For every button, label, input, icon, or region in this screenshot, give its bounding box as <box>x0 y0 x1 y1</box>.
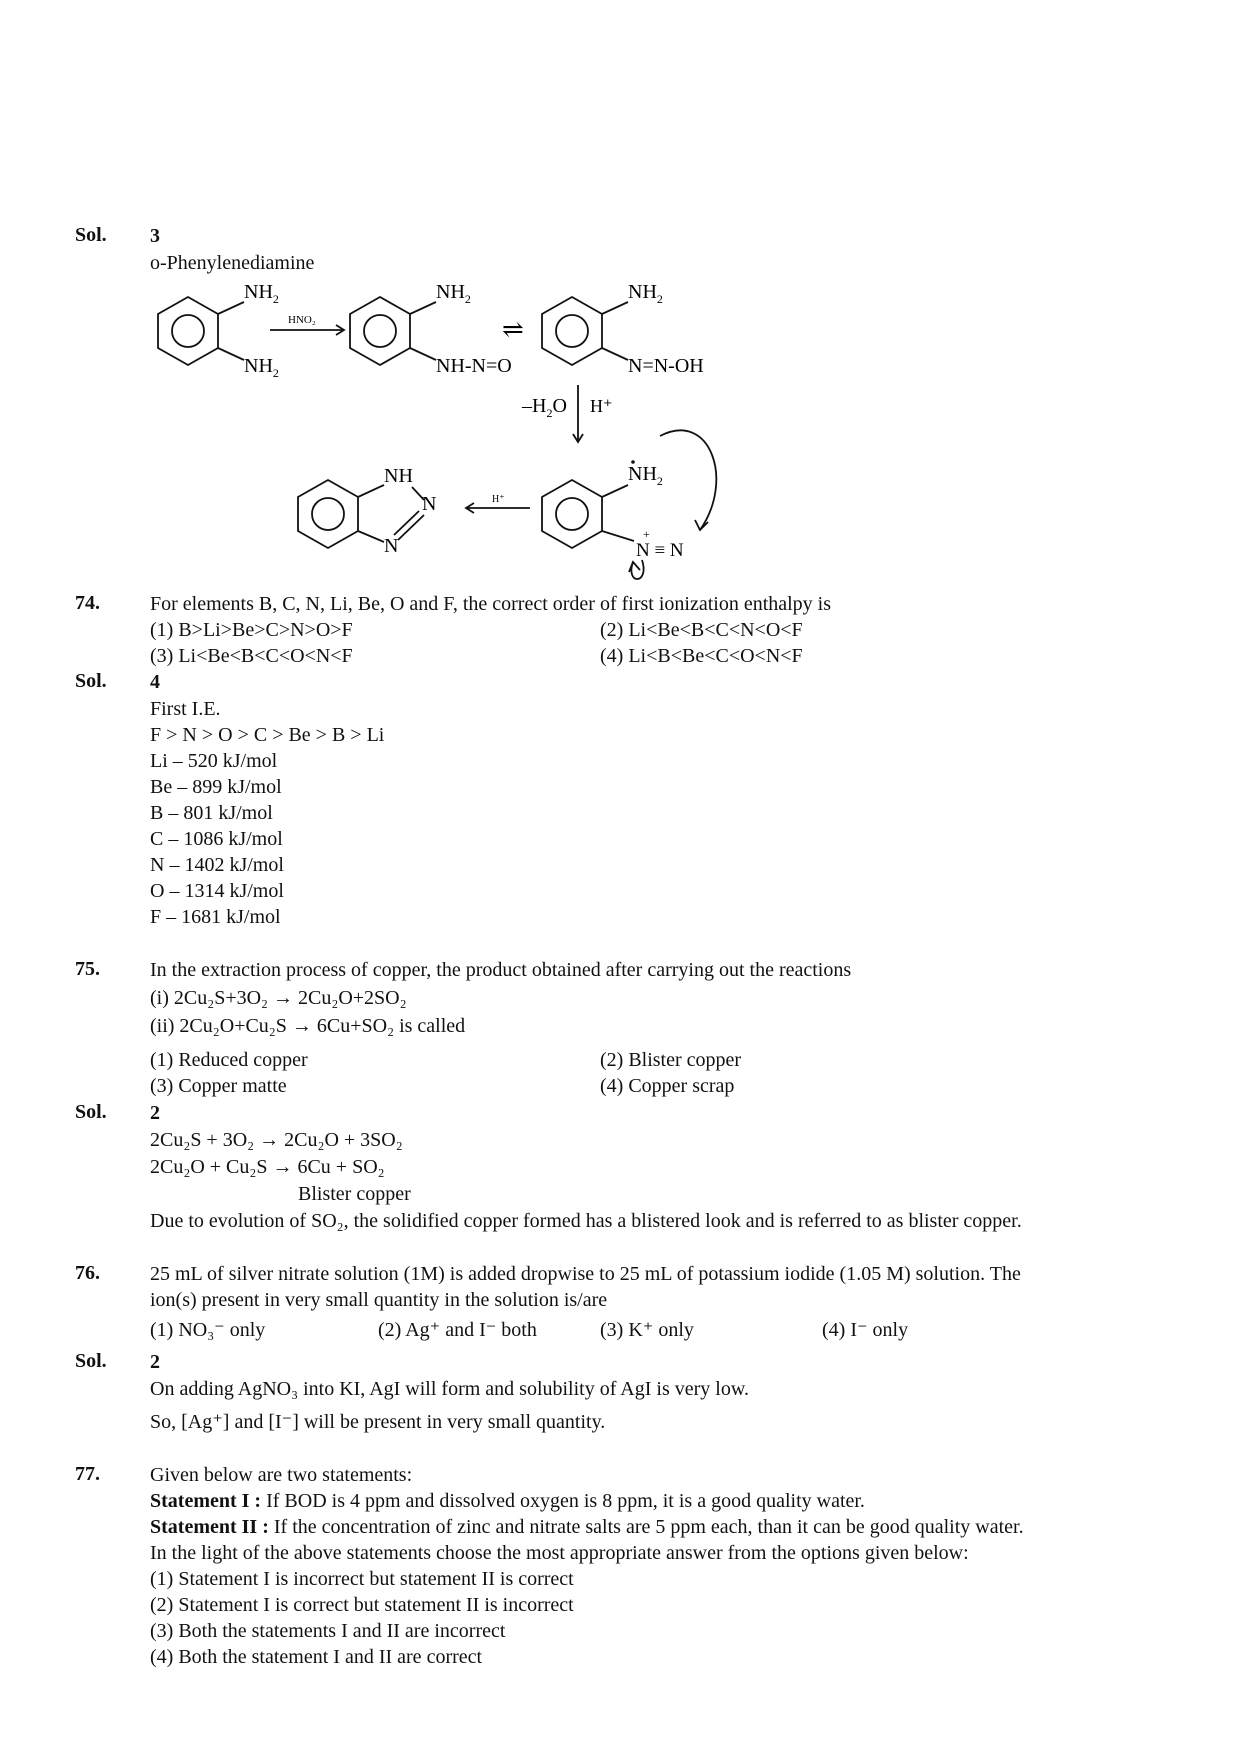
solution-line: Li – 520 kJ/mol <box>150 750 278 772</box>
diazonium-group: N ≡ N <box>636 540 684 561</box>
answer: 2 <box>150 1102 160 1124</box>
option-2: (2) Ag⁺ and I⁻ both <box>378 1319 537 1341</box>
solution-reaction-2: 2Cu₂O + Cu₂S → 6Cu + SO₂ <box>150 1156 385 1178</box>
solution-line: C – 1086 kJ/mol <box>150 828 283 850</box>
statement-2-label: Statement II : <box>150 1516 269 1538</box>
svg-text:–H2O: $-H_2O$ <box>522 395 567 420</box>
compound-name: o-Phenylenediamine <box>150 252 315 274</box>
product-label: Blister copper <box>298 1183 411 1205</box>
sol-label: Sol. <box>75 670 107 692</box>
option-4: (4) I⁻ only <box>822 1319 909 1341</box>
benzene-ring-3 <box>542 297 602 365</box>
solution-line: F – 1681 kJ/mol <box>150 906 281 928</box>
option-4: (4) Both the statement I and II are correct <box>150 1646 483 1668</box>
explanation: Due to evolution of SO₂, the solidified copper formed has a blistered look and is referred to as blister copper. <box>150 1210 1022 1232</box>
answer: 2 <box>150 1351 160 1373</box>
question-text: For elements B, C, N, Li, Be, O and F, the correct order of first ionization enthalpy is <box>150 593 832 615</box>
benzene-ring-1 <box>158 297 218 365</box>
solution-reaction-1: 2Cu₂S + 3O₂ → 2Cu₂O + 3SO₂ <box>150 1129 403 1151</box>
svg-text:NH2: $NH_2$ <box>244 281 279 306</box>
svg-text:NH2: $NH_2$ <box>628 463 663 488</box>
option-2: (2) Statement I is correct but statement II is incorrect <box>150 1594 574 1616</box>
svg-text:NH: NH <box>384 465 413 487</box>
option-1: (1) NO₃⁻ only <box>150 1319 266 1341</box>
question-number: 74. <box>75 592 100 614</box>
statement-1-label: Statement I : <box>150 1490 262 1512</box>
benzene-ring-2 <box>350 297 410 365</box>
equilibrium-arrow: ⇌ <box>502 315 524 344</box>
svg-text:NH2: $NH_2$ <box>628 281 663 306</box>
diazohydroxide-group: N=N-OH <box>628 355 704 377</box>
option-3: (3) Li<Be<B<C<O<N<F <box>150 645 353 667</box>
option-1: (1) Statement I is incorrect but statement II is correct <box>150 1568 574 1590</box>
statement-1 <box>150 1489 865 1513</box>
option-3: (3) Copper matte <box>150 1075 287 1097</box>
svg-text:N: N <box>422 493 437 515</box>
acid-label: H⁺ <box>590 396 613 416</box>
question-number: 76. <box>75 1262 100 1284</box>
option-3: (3) Both the statements I and II are incorrect <box>150 1620 506 1642</box>
option-3: (3) K⁺ only <box>600 1319 694 1341</box>
option-2: (2) Blister copper <box>600 1049 742 1071</box>
solution-line: First I.E. <box>150 698 221 720</box>
question-number: 75. <box>75 958 100 980</box>
option-4: (4) Li<B<Be<C<O<N<F <box>600 645 803 667</box>
sol-label: Sol. <box>75 1101 107 1123</box>
curved-arrow-icon <box>660 430 716 530</box>
sol-label: Sol. <box>75 224 107 246</box>
option-4: (4) Copper scrap <box>600 1075 735 1097</box>
question-text: In the extraction process of copper, the product obtained after carrying out the reactions <box>150 959 852 981</box>
benzene-ring-1-circle <box>172 315 204 347</box>
solution-line: B – 801 kJ/mol <box>150 802 273 824</box>
statement-2-text: If the concentration of zinc and nitrate salts are 5 ppm each, than it can be good quality water. <box>268 1516 1024 1538</box>
question-text-line-2: ion(s) present in very small quantity in the solution is/are <box>150 1289 608 1311</box>
option-1: (1) B>Li>Be>C>N>O>F <box>150 619 353 641</box>
reaction-1: (i) 2Cu₂S+3O₂ → 2Cu₂O+2SO₂ <box>150 987 407 1009</box>
sol-label: Sol. <box>75 1350 107 1372</box>
solution-line: F > N > O > C > Be > B > Li <box>150 724 385 746</box>
answer: 3 <box>150 225 160 247</box>
statement-1-text: If BOD is 4 ppm and dissolved oxygen is 8 ppm, it is a good quality water. <box>261 1490 865 1512</box>
nitrosamine-group: NH-N=O <box>436 355 512 377</box>
svg-text:+: + <box>643 527 650 541</box>
svg-text:H⁺: H⁺ <box>492 494 505 505</box>
solution-line: Be – 899 kJ/mol <box>150 776 282 798</box>
reagent-hno2: HNO₂ <box>288 314 316 326</box>
answer: 4 <box>150 671 160 693</box>
benzene-ring-4 <box>298 480 358 548</box>
solution-line: O – 1314 kJ/mol <box>150 880 284 902</box>
solution-line: N – 1402 kJ/mol <box>150 854 284 876</box>
solution-line: So, [Ag⁺] and [I⁻] will be present in very small quantity. <box>150 1411 606 1433</box>
solution-line: On adding AgNO₃ into KI, AgI will form and solubility of AgI is very low. <box>150 1378 749 1400</box>
option-1: (1) Reduced copper <box>150 1049 308 1071</box>
instruction: In the light of the above statements choose the most appropriate answer from the options given below: <box>150 1542 969 1564</box>
benzene-ring-5 <box>542 480 602 548</box>
reaction-diagram <box>0 0 1241 600</box>
svg-text:N: N <box>384 535 399 557</box>
question-number: 77. <box>75 1463 100 1485</box>
reaction-2: (ii) 2Cu₂O+Cu₂S → 6Cu+SO₂ is called <box>150 1015 466 1037</box>
intro: Given below are two statements: <box>150 1464 413 1486</box>
statement-2 <box>150 1515 1024 1539</box>
question-text-line-1: 25 mL of silver nitrate solution (1M) is added dropwise to 25 mL of potassium iodide (1.05 M) solution. The <box>150 1263 1021 1285</box>
svg-text:NH2: $NH_2$ <box>244 355 279 380</box>
option-2: (2) Li<Be<B<C<N<O<F <box>600 619 803 641</box>
svg-text:NH2: $NH_2$ <box>436 281 471 306</box>
